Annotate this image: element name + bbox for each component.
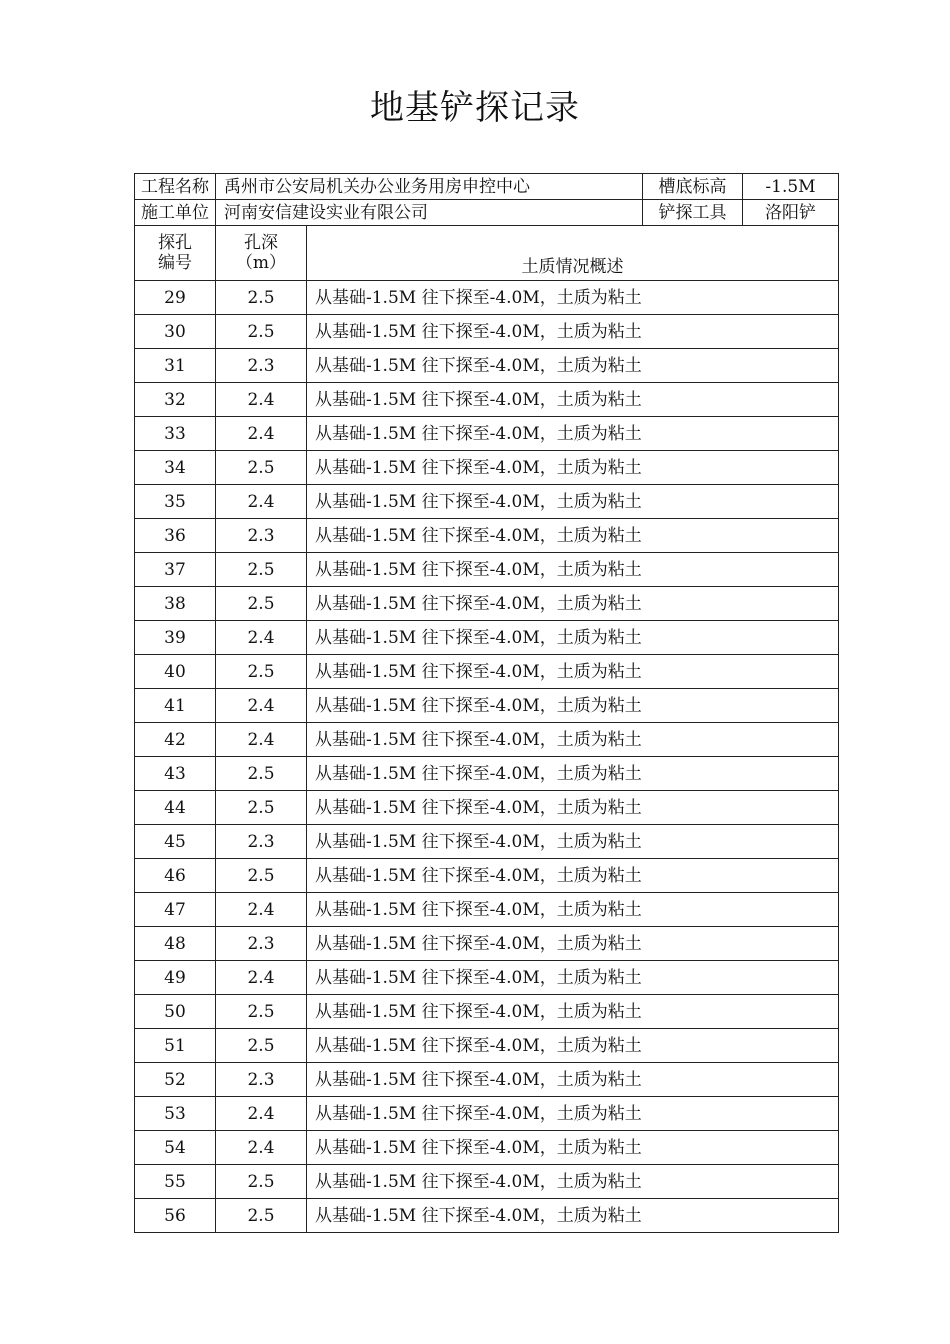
depth-cell: 2.5 xyxy=(216,655,307,689)
description-cell: 从基础-1.5M 往下探至-4.0M，土质为粘土 xyxy=(307,1199,839,1233)
table-row xyxy=(135,451,839,485)
table-row xyxy=(135,621,839,655)
depth-cell: 2.4 xyxy=(216,417,307,451)
table-row xyxy=(135,1029,839,1063)
hole-number-cell: 38 xyxy=(135,587,216,621)
description-cell: 从基础-1.5M 往下探至-4.0M，土质为粘土 xyxy=(307,689,839,723)
description-cell: 从基础-1.5M 往下探至-4.0M，土质为粘土 xyxy=(307,281,839,315)
hole-number-cell: 51 xyxy=(135,1029,216,1063)
depth-cell: 2.5 xyxy=(216,587,307,621)
description-cell: 从基础-1.5M 往下探至-4.0M，土质为粘土 xyxy=(307,315,839,349)
description-cell: 从基础-1.5M 往下探至-4.0M，土质为粘土 xyxy=(307,485,839,519)
description-cell: 从基础-1.5M 往下探至-4.0M，土质为粘土 xyxy=(307,859,839,893)
depth-cell: 2.5 xyxy=(216,315,307,349)
description-cell: 从基础-1.5M 往下探至-4.0M，土质为粘土 xyxy=(307,893,839,927)
construction-unit-value: 河南安信建设实业有限公司 xyxy=(216,200,643,226)
depth-header-line2: （m） xyxy=(235,253,287,273)
description-cell: 从基础-1.5M 往下探至-4.0M，土质为粘土 xyxy=(307,621,839,655)
hole-number-cell: 40 xyxy=(135,655,216,689)
description-cell: 从基础-1.5M 往下探至-4.0M，土质为粘土 xyxy=(307,757,839,791)
description-cell: 从基础-1.5M 往下探至-4.0M，土质为粘土 xyxy=(307,383,839,417)
hole-number-cell: 45 xyxy=(135,825,216,859)
table-row xyxy=(135,723,839,757)
description-cell: 从基础-1.5M 往下探至-4.0M，土质为粘土 xyxy=(307,417,839,451)
depth-cell: 2.3 xyxy=(216,1063,307,1097)
depth-cell: 2.5 xyxy=(216,1199,307,1233)
hole-number-cell: 55 xyxy=(135,1165,216,1199)
hole-number-cell: 56 xyxy=(135,1199,216,1233)
hole-number-header-line1: 探孔 xyxy=(158,233,192,253)
description-cell: 从基础-1.5M 往下探至-4.0M，土质为粘土 xyxy=(307,723,839,757)
table-row xyxy=(135,689,839,723)
description-cell: 从基础-1.5M 往下探至-4.0M，土质为粘土 xyxy=(307,451,839,485)
hole-number-cell: 41 xyxy=(135,689,216,723)
hole-number-cell: 54 xyxy=(135,1131,216,1165)
table-row xyxy=(135,791,839,825)
description-cell: 从基础-1.5M 往下探至-4.0M，土质为粘土 xyxy=(307,927,839,961)
description-cell: 从基础-1.5M 往下探至-4.0M，土质为粘土 xyxy=(307,1063,839,1097)
depth-cell: 2.4 xyxy=(216,723,307,757)
hole-number-cell: 37 xyxy=(135,553,216,587)
page-title: 地基铲探记录 xyxy=(370,88,580,128)
depth-cell: 2.5 xyxy=(216,791,307,825)
tool-value: 洛阳铲 xyxy=(743,200,839,226)
hole-number-cell: 36 xyxy=(135,519,216,553)
depth-cell: 2.4 xyxy=(216,689,307,723)
depth-cell: 2.3 xyxy=(216,349,307,383)
depth-cell: 2.3 xyxy=(216,927,307,961)
description-cell: 从基础-1.5M 往下探至-4.0M，土质为粘土 xyxy=(307,553,839,587)
table-row xyxy=(135,995,839,1029)
hole-number-cell: 50 xyxy=(135,995,216,1029)
depth-header xyxy=(216,226,307,281)
depth-cell: 2.5 xyxy=(216,1029,307,1063)
description-cell: 从基础-1.5M 往下探至-4.0M，土质为粘土 xyxy=(307,791,839,825)
description-cell: 从基础-1.5M 往下探至-4.0M，土质为粘土 xyxy=(307,587,839,621)
table-row xyxy=(135,1131,839,1165)
depth-cell: 2.4 xyxy=(216,1131,307,1165)
hole-number-cell: 33 xyxy=(135,417,216,451)
table-row xyxy=(135,383,839,417)
hole-number-header-line2: 编号 xyxy=(158,253,192,273)
elevation-label: 槽底标高 xyxy=(643,174,743,200)
hole-number-cell: 52 xyxy=(135,1063,216,1097)
table-row xyxy=(135,519,839,553)
hole-number-header xyxy=(135,226,216,281)
table-row xyxy=(135,859,839,893)
table-row xyxy=(135,757,839,791)
project-name-label: 工程名称 xyxy=(135,174,216,200)
hole-number-cell: 44 xyxy=(135,791,216,825)
table-row xyxy=(135,1199,839,1233)
table-row xyxy=(135,1063,839,1097)
table-row xyxy=(135,1165,839,1199)
table-row xyxy=(135,893,839,927)
hole-number-cell: 31 xyxy=(135,349,216,383)
description-cell: 从基础-1.5M 往下探至-4.0M，土质为粘土 xyxy=(307,1029,839,1063)
table-row xyxy=(135,961,839,995)
hole-number-cell: 53 xyxy=(135,1097,216,1131)
depth-cell: 2.5 xyxy=(216,451,307,485)
construction-unit-label: 施工单位 xyxy=(135,200,216,226)
description-cell: 从基础-1.5M 往下探至-4.0M，土质为粘土 xyxy=(307,1131,839,1165)
hole-number-cell: 48 xyxy=(135,927,216,961)
description-cell: 从基础-1.5M 往下探至-4.0M，土质为粘土 xyxy=(307,1165,839,1199)
table-body xyxy=(135,174,839,1233)
hole-number-cell: 39 xyxy=(135,621,216,655)
table-row xyxy=(135,349,839,383)
table-row xyxy=(135,655,839,689)
hole-number-cell: 34 xyxy=(135,451,216,485)
table-row xyxy=(135,587,839,621)
info-row-unit xyxy=(135,200,839,226)
hole-number-cell: 30 xyxy=(135,315,216,349)
depth-cell: 2.5 xyxy=(216,553,307,587)
description-cell: 从基础-1.5M 往下探至-4.0M，土质为粘土 xyxy=(307,825,839,859)
project-name-value: 禹州市公安局机关办公业务用房申控中心 xyxy=(216,174,643,200)
hole-number-cell: 42 xyxy=(135,723,216,757)
table-row xyxy=(135,825,839,859)
table-row xyxy=(135,553,839,587)
depth-cell: 2.5 xyxy=(216,859,307,893)
table-row xyxy=(135,417,839,451)
depth-cell: 2.5 xyxy=(216,281,307,315)
description-cell: 从基础-1.5M 往下探至-4.0M，土质为粘土 xyxy=(307,1097,839,1131)
depth-cell: 2.4 xyxy=(216,621,307,655)
inspection-table xyxy=(134,173,839,1233)
depth-cell: 2.5 xyxy=(216,995,307,1029)
depth-cell: 2.5 xyxy=(216,1165,307,1199)
description-cell: 从基础-1.5M 往下探至-4.0M，土质为粘土 xyxy=(307,995,839,1029)
depth-header-line1: 孔深 xyxy=(244,233,278,253)
depth-cell: 2.4 xyxy=(216,1097,307,1131)
depth-cell: 2.3 xyxy=(216,825,307,859)
hole-number-cell: 29 xyxy=(135,281,216,315)
table-row xyxy=(135,281,839,315)
description-cell: 从基础-1.5M 往下探至-4.0M，土质为粘土 xyxy=(307,961,839,995)
depth-cell: 2.4 xyxy=(216,383,307,417)
hole-number-cell: 43 xyxy=(135,757,216,791)
description-cell: 从基础-1.5M 往下探至-4.0M，土质为粘土 xyxy=(307,519,839,553)
description-cell: 从基础-1.5M 往下探至-4.0M，土质为粘土 xyxy=(307,655,839,689)
hole-number-cell: 49 xyxy=(135,961,216,995)
elevation-value: -1.5M xyxy=(743,174,839,200)
depth-cell: 2.5 xyxy=(216,757,307,791)
hole-number-cell: 35 xyxy=(135,485,216,519)
description-header: 土质情况概述 xyxy=(307,226,839,281)
depth-cell: 2.4 xyxy=(216,893,307,927)
table-row xyxy=(135,315,839,349)
table-row xyxy=(135,1097,839,1131)
tool-label: 铲探工具 xyxy=(643,200,743,226)
hole-number-cell: 47 xyxy=(135,893,216,927)
depth-cell: 2.4 xyxy=(216,485,307,519)
hole-number-cell: 32 xyxy=(135,383,216,417)
depth-cell: 2.4 xyxy=(216,961,307,995)
header-row xyxy=(135,226,839,281)
hole-number-cell: 46 xyxy=(135,859,216,893)
depth-cell: 2.3 xyxy=(216,519,307,553)
info-row-project xyxy=(135,174,839,200)
description-cell: 从基础-1.5M 往下探至-4.0M，土质为粘土 xyxy=(307,349,839,383)
table-row xyxy=(135,927,839,961)
table-row xyxy=(135,485,839,519)
